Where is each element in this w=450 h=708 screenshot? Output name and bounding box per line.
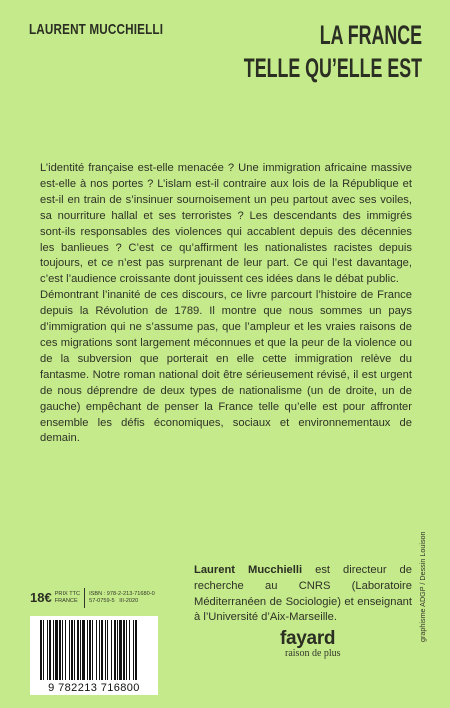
barcode <box>30 616 158 695</box>
side-credit-text: graphisme ADGP / Dessin Louison <box>418 531 427 642</box>
isbn-block <box>89 591 155 605</box>
publisher-name: fayard <box>280 628 336 649</box>
price-amount: 18€ <box>30 590 52 605</box>
book-title-line-2: TELLE QU’ELLE EST <box>243 53 422 83</box>
book-title-line-1: LA FRANCE <box>319 20 422 50</box>
barcode-digits: 9 782213 716800 <box>48 682 140 694</box>
price-block <box>30 585 158 610</box>
author-bio <box>194 563 412 626</box>
publisher-collection: raison de plus <box>285 648 341 659</box>
author-name-top: LAURENT MUCCHIELLI <box>29 21 164 38</box>
print-date: III-2020 <box>119 597 139 604</box>
price-label <box>55 591 80 605</box>
blurb-paragraph-1: L’identité française est-elle menacée ? Une immigration africaine massive est-elle à nos portes ? L’islam est-il contraire aux lois de la République et est-il en train de s’insinuer sournoisement un peu partout avec ses voiles, sa nourriture hallal et ses terroristes ? Les descendants des immigrés sont-ils responsables des violences qui accablent depuis des décennies les banlieues ? C’est ce qu’affirment les nationalistes racistes depuis toujours, et ce n’est pas surprenant de leur part. Ce qui l’est davantage, c’est l’audience croissante dont jouissent ces idées dans le débat public. <box>40 162 412 286</box>
price-label-line2: FRANCE <box>54 597 78 604</box>
isbn-line2: 57-0759-5 III-2020 <box>89 597 139 604</box>
blurb-paragraph-2: Démontrant l’inanité de ces discours, ce livre parcourt l’histoire de France depuis la Révolution de 1789. Il montre que nous sommes un pays d’immigration qui ne s’assume pas, que l’ampleur et les vraies raisons de ces migrations sont largement méconnues et que la peur de la violence ou de la subversion que porterait en elle cette immigration relève du fantasme. Notre roman national doit être sérieusement révisé, il est urgent de nous déprendre de deux types de nationalisme (un de droite, un de gauche) empêchant de penser la France telle qu’elle est pour affronter ensemble les défis économiques, sociaux et environnementaux de demain. <box>40 289 412 445</box>
price-label-line1: PRIX TTC <box>54 590 81 597</box>
back-cover-blurb <box>40 161 412 447</box>
bio-text: est directeur de recherche au CNRS (Laboratoire Méditerranéen de Sociologie) et enseignant à l’Université d’Aix-Marseille. <box>194 564 412 624</box>
isbn-line1: ISBN : 978-2-213-71680-0 <box>89 590 155 597</box>
price-separator <box>84 588 85 608</box>
side-credit <box>418 470 430 642</box>
publisher-logo <box>280 628 341 659</box>
bio-author-name: Laurent Mucchielli <box>194 564 303 576</box>
